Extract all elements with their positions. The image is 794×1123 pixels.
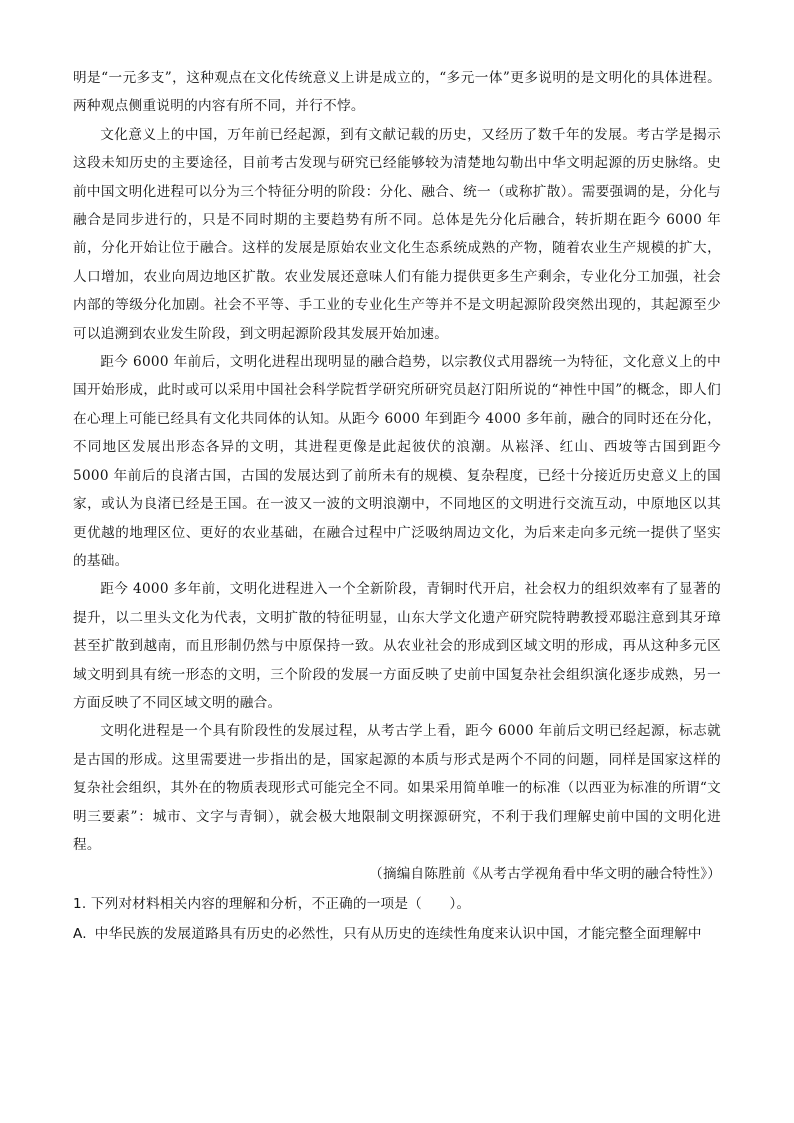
paragraph-2: 文化意义上的中国，万年前已经起源，到有文献记载的历史，又经历了数千年的发展。考古学是揭示这段未知历史的主要途径，目前考古发现与研究已经能够较为清楚地勾勒出中华文明起源的历史脉络。史前中国文明化进程可以分为三个特征分明的阶段：分化、融合、统一（或称扩散）。需要强调的是，分化与融合是同步进行的，只是不同时期的主要趋势有所不同。总体是先分化后融合，转折期在距今 6000 年前，分化开始让位于融合。这样的发展是原始农业文化生态系统成熟的产物，随着农业生产规模的扩大，人口增加，农业向周边地区扩散。农业发展还意味人们有能力提供更多生产剩余，专业化分工加强，社会内部的等级分化加剧。社会不平等、手工业的专业化生产等并不是文明起源阶段突然出现的，其起源至少可以追溯到农业发生阶段，到文明起源阶段其发展开始加速。	[73, 126, 721, 342]
paragraph-4: 距今 4000 多年前，文明化进程进入一个全新阶段，青铜时代开启，社会权力的组织效率有了显著的提升，以二里头文化为代表，文明扩散的特征明显，山东大学文化遗产研究院特聘教授邓聪注意到其牙璋甚至扩散到越南，而且形制仍然与中原保持一致。从农业社会的形成到区域文明的形成，再从这种多元区域文明到具有统一形态的文明，三个阶段的发展一方面反映了史前中国复杂社会组织演化逐步成熟，另一方面反映了不同区域文明的融合。	[73, 581, 721, 711]
paragraph-3: 距今 6000 年前后，文明化进程出现明显的融合趋势，以宗教仪式用器统一为特征，文化意义上的中国开始形成，此时或可以采用中国社会科学院哲学研究所研究员赵汀阳所说的“神性中国”的概念，即人们在心理上可能已经具有文化共同体的认知。从距今 6000 年到距今 4000 多年前，融合的同时还在分化，不同地区发展出形态各异的文明，其进程更像是此起彼伏的浪潮。从崧泽、红山、西坡等古国到距今 5000 年前后的良渚古国，古国的发展达到了前所未有的规模、复杂程度，已经十分接近历史意义上的国家，或认为良渚已经是王国。在一波又一波的文明浪潮中，不同地区的文明进行交流互动，中原地区以其更优越的地理区位、更好的农业基础，在融合过程中广泛吸纳周边文化，为后来走向多元统一提供了坚实的基础。	[73, 354, 721, 569]
paragraph-5: 文明化进程是一个具有阶段性的发展过程，从考古学上看，距今 6000 年前后文明已经起源，标志就是古国的形成。这里需要进一步指出的是，国家起源的本质与形式是两个不同的问题，同样是国家这样的复杂社会组织，其外在的物质表现形式可能完全不同。如果采用简单唯一的标准（以西亚为标准的所谓“文明三要素”：城市、文字与青铜），就会极大地限制文明探源研究，不利于我们理解史前中国的文明化进程。	[73, 723, 721, 853]
option-a	[73, 919, 721, 949]
paragraph-1: 明是“一元多支”，这种观点在文化传统意义上讲是成立的，“多元一体”更多说明的是文明化的具体进程。两种观点侧重说明的内容有所不同，并行不悖。	[73, 70, 721, 115]
source-citation: （摘编自陈胜前《从考古学视角看中华文明的融合特性》）	[369, 866, 721, 883]
option-a-label: A.	[73, 926, 87, 943]
article-body	[73, 64, 721, 949]
question-stem: 1. 下列对材料相关内容的理解和分析，不正确的一项是（ ）。	[73, 896, 471, 913]
option-a-text: 中华民族的发展道路具有历史的必然性，只有从历史的连续性角度来认识中国，才能完整全面理解中	[94, 926, 702, 943]
